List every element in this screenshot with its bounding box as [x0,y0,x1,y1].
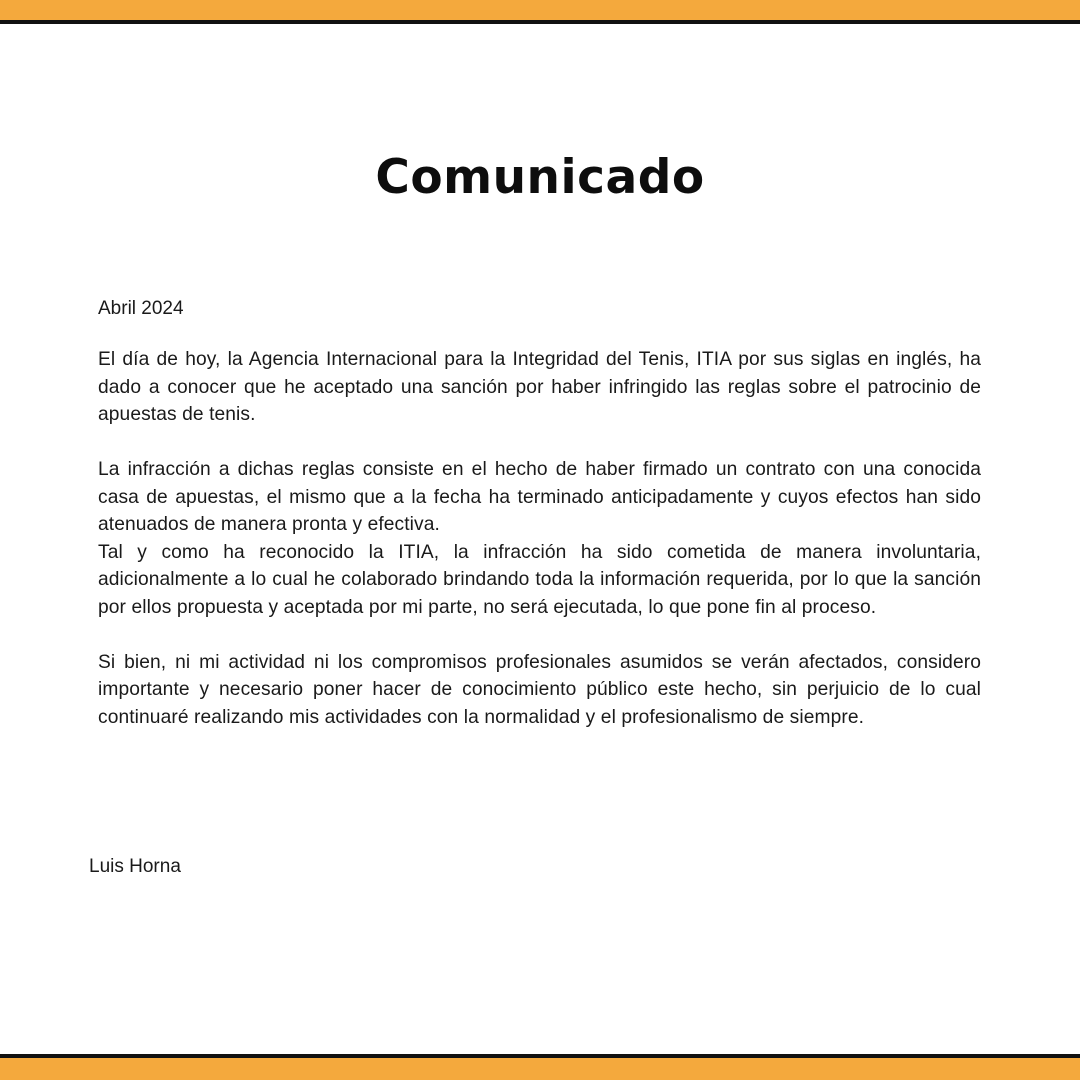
document-date: Abril 2024 [98,298,184,319]
paragraph-infraction: La infracción a dichas reglas consiste en el hecho de haber firmado un contrato con una conocida casa de apuestas, el mismo que a la fecha ha terminado anticipadamente y cuyos efectos han sido atenuados de manera pronta y efectiva. [98,459,981,535]
document-body [98,346,981,731]
signature: Luis Horna [89,856,181,877]
paragraph-announcement: El día de hoy, la Agencia Internacional para la Integridad del Tenis, ITIA por sus siglas en inglés, ha dado a conocer que he aceptado una sanción por haber infringido las reglas sobre el patrocinio de apuestas de tenis. [98,349,981,425]
bottom-accent-band [0,1058,1080,1080]
top-accent-band [0,0,1080,20]
paragraph-closing: Si bien, ni mi actividad ni los compromisos profesionales asumidos se verán afectados, considero importante y necesario poner hacer de conocimiento público este hecho, sin perjuicio de lo cual continuaré realizando mis actividades con la normalidad y el profesionalismo de siempre. [98,651,981,728]
paragraph-itia-recognition: Tal y como ha reconocido la ITIA, la infracción ha sido cometida de manera involuntaria, adicionalmente a lo cual he colaborado brindando toda la información requerida, por lo que la sanción por ellos propuesta y aceptada por mi parte, no será ejecutada, lo que pone fin al proceso. [98,541,981,618]
page-title: Comunicado [375,150,705,205]
top-divider-line [0,20,1080,24]
